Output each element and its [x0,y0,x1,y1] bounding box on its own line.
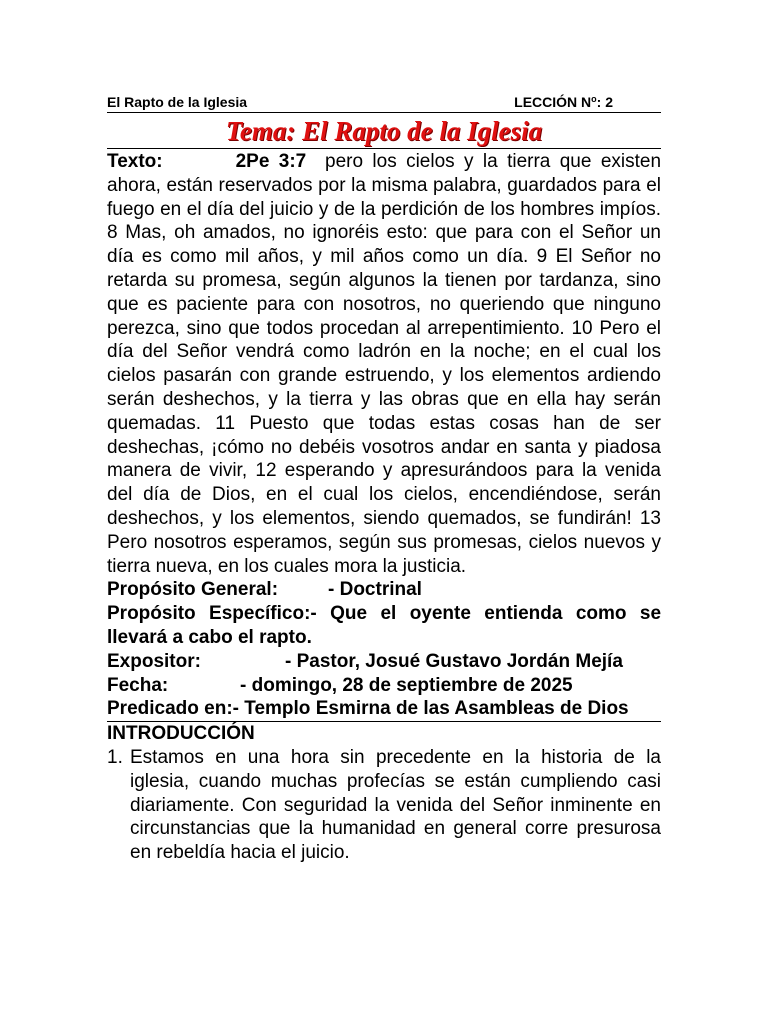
expositor-label: Expositor: [107,650,201,672]
proposito-especifico-value: - Que el oyente entienda como se llevará a cabo el rapto. [107,603,662,648]
header-lesson-number: LECCIÓN $N^o$: 2 [514,94,613,110]
proposito-general-label: Propósito General: [107,579,279,601]
list-item-text: Estamos en una hora sin precedente en la historia de la iglesia, cuando muchas profecías se están cumpliendo casi diariamente. Con seguridad la venida del Señor inminente en circunstancias que la humanidad en general corre presurosa en rebeldía hacia el juicio. [130,746,661,864]
sermon-title: Tema: El Rapto de la Iglesia [107,114,661,149]
page-header [107,90,661,113]
scripture-text [107,149,661,578]
texto-label: Texto: [107,151,163,172]
predicado-row [107,697,661,722]
proposito-especifico-label: Propósito Específico: [107,603,311,625]
header-series-title: El Rapto de la Iglesia [107,94,248,110]
list-item-number: 1. [107,746,123,768]
scripture-passage: pero los cielos y la tierra que existen ahora, están reservados por la misma palabra, guardados para el fuego en el día del juicio y de la perdición de los hombres impíos. 8 Mas, oh amados, no ignoréis esto: que para con el Señor un día es como mil años, y mil años como un día. 9 El Señor no retarda su promesa, según algunos la tienen por tardanza, sino que es paciente para con nosotros, no queriendo que ninguno perezca, sino que todos procedan al arrepentimiento. 10 Pero el día del Señor vendrá como ladrón en la noche; en el cual los cielos pasarán con grande estruendo, y los elementos ardiendo serán deshechos, y la tierra y las obras que en ella hay serán quemadas. 11 Puesto que todas estas cosas han de ser deshechas, ¡cómo no debéis vosotros andar en santa y piadosa manera de vivir, 12 esperando y apresurándoos para la venida del día de Dios, en el cual los cielos, encendiéndose, serán deshechos, y los elementos, siendo quemados, se fundirán! 13 Pero nosotros esperamos, según sus promesas, cielos nuevos y tierra nueva, en los cuales mora la justicia. [107,151,662,577]
fecha-value: - domingo, 28 de septiembre de 2025 [240,674,573,696]
proposito-general-value: - Doctrinal [328,579,422,601]
proposito-general-row [107,578,661,602]
predicado-value: - Templo Esmirna de las Asambleas de Dios [232,698,629,720]
expositor-value: - Pastor, Josué Gustavo Jordán Mejía [285,650,623,672]
introduccion-heading: INTRODUCCIÓN [107,723,255,745]
list-item [107,746,661,865]
document-page [107,90,661,865]
scripture-reference: 2Pe 3:7 [235,151,307,172]
fecha-row [107,674,661,698]
predicado-label: Predicado en: [107,698,233,720]
proposito-especifico-row [107,602,661,650]
introduccion-list [107,746,661,865]
expositor-row [107,650,661,674]
fecha-label: Fecha: [107,674,169,696]
